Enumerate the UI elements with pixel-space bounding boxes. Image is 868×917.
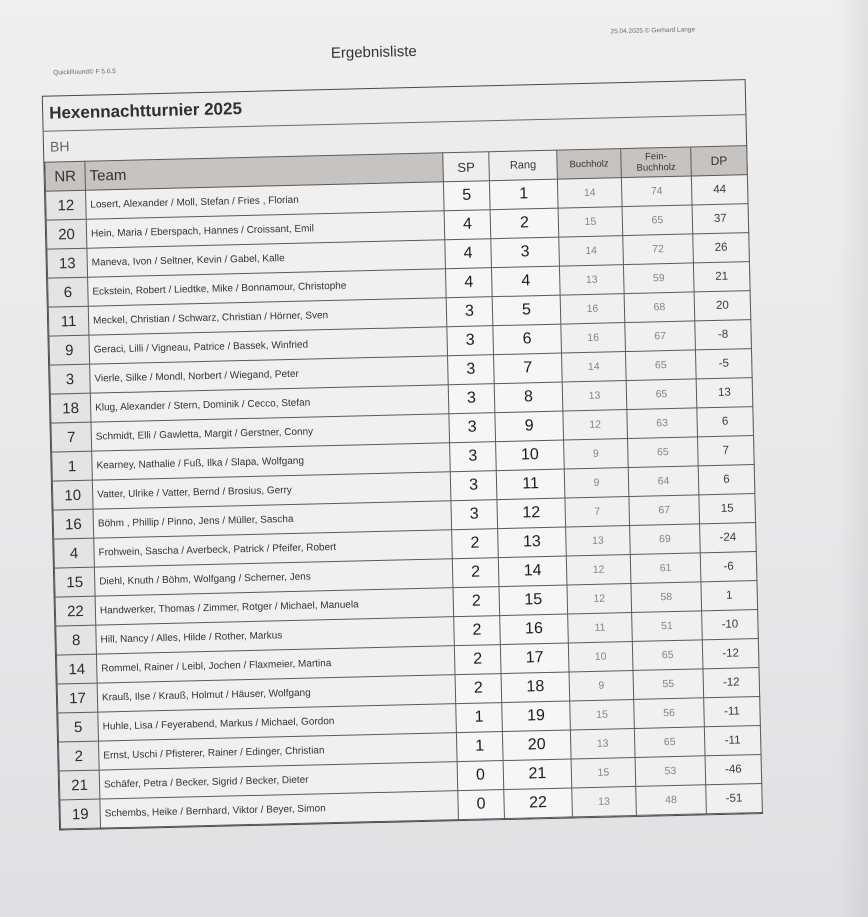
cell-buchholz: 13 [559, 265, 624, 295]
cell-buchholz: 15 [570, 699, 635, 729]
cell-buchholz: 7 [565, 497, 630, 527]
cell-rang: 5 [492, 295, 561, 326]
cell-dp: 7 [698, 436, 755, 466]
cell-nr: 10 [52, 480, 93, 510]
cell-dp: -12 [703, 668, 760, 698]
cell-dp: -11 [704, 725, 761, 755]
cell-team: Geraci, Lilli / Vigneau, Patrice / Bassek, Winfried [89, 327, 448, 364]
header-fein-buchholz [621, 147, 692, 178]
cell-team: Hill, Nancy / Alles, Hilde / Rother, Markus [96, 617, 455, 654]
cell-buchholz: 15 [571, 757, 636, 787]
cell-nr: 1 [52, 451, 93, 481]
software-version: QuickRound© F 5.6.5 [53, 67, 116, 77]
cell-sp: 3 [448, 355, 495, 385]
cell-buchholz: 9 [564, 468, 629, 498]
cell-buchholz: 15 [558, 207, 623, 237]
cell-team: Vatter, Ulrike / Vatter, Bernd / Brosius, Gerry [92, 472, 451, 509]
header-fein-line2: Buchholz [636, 161, 676, 174]
cell-dp: 1 [701, 581, 758, 611]
cell-dp: -51 [706, 783, 763, 813]
cell-fein-buchholz: 65 [622, 205, 693, 236]
cell-sp: 0 [458, 790, 505, 820]
cell-team: Meckel, Christian / Schwarz, Christian / Hörner, Sven [88, 298, 447, 335]
cell-team: Ernst, Uschi / Pfisterer, Rainer / Edinger, Christian [99, 733, 458, 770]
cell-buchholz: 9 [569, 670, 634, 700]
cell-rang: 2 [490, 208, 559, 239]
cell-dp: -5 [695, 349, 752, 379]
cell-buchholz: 16 [561, 323, 626, 353]
cell-sp: 3 [450, 471, 497, 501]
cell-rang: 15 [499, 585, 568, 616]
cell-dp: 6 [698, 465, 755, 495]
cell-nr: 12 [46, 190, 87, 220]
cell-buchholz: 11 [568, 612, 633, 642]
cell-sp: 0 [457, 761, 504, 791]
cell-fein-buchholz: 69 [630, 524, 701, 555]
cell-buchholz: 12 [566, 555, 631, 585]
cell-buchholz: 9 [564, 439, 629, 469]
cell-nr: 20 [46, 219, 87, 249]
cell-fein-buchholz: 56 [634, 698, 705, 729]
header-rang: Rang [489, 150, 558, 181]
cell-sp: 4 [445, 239, 492, 269]
cell-sp: 5 [443, 181, 490, 211]
cell-fein-buchholz: 48 [636, 785, 707, 816]
cell-rang: 12 [497, 498, 566, 529]
header-buchholz: Buchholz [557, 149, 622, 179]
cell-rang: 6 [493, 324, 562, 355]
paper-shadow [838, 0, 868, 917]
cell-sp: 3 [448, 384, 495, 414]
cell-rang: 16 [500, 614, 569, 645]
cell-rang: 13 [498, 527, 567, 558]
cell-fein-buchholz: 65 [625, 350, 696, 381]
results-sheet [30, 3, 750, 823]
cell-buchholz: 13 [572, 786, 637, 816]
cell-fein-buchholz: 65 [634, 727, 705, 758]
cell-dp: -8 [695, 320, 752, 350]
cell-rang: 10 [496, 440, 565, 471]
cell-team: Krauß, Ilse / Krauß, Holmut / Häuser, Wolfgang [97, 675, 456, 712]
cell-sp: 3 [451, 500, 498, 530]
cell-team: Rommel, Rainer / Leibl, Jochen / Flaxmeier, Martina [96, 646, 455, 683]
cell-dp: -12 [702, 639, 759, 669]
date-author: 25.04.2025 © Gerhard Lange [610, 26, 696, 36]
cell-nr: 9 [49, 335, 90, 365]
cell-rang: 19 [502, 701, 571, 732]
cell-rang: 7 [494, 353, 563, 384]
cell-fein-buchholz: 53 [635, 756, 706, 787]
cell-sp: 2 [455, 674, 502, 704]
cell-team: Eckstein, Robert / Liedtke, Mike / Bonnamour, Christophe [88, 269, 447, 306]
cell-fein-buchholz: 68 [624, 292, 695, 323]
cell-dp: -46 [705, 754, 762, 784]
cell-team: Huhle, Lisa / Feyerabend, Markus / Michael, Gordon [98, 704, 457, 741]
cell-rang: 20 [502, 730, 571, 761]
cell-fein-buchholz: 51 [632, 611, 703, 642]
header-fein-line1: Fein- [644, 151, 667, 163]
cell-nr: 21 [59, 770, 100, 800]
cell-fein-buchholz: 65 [632, 640, 703, 671]
cell-rang: 11 [496, 469, 565, 500]
cell-dp: -6 [700, 552, 757, 582]
cell-team: Vierle, Silke / Mondl, Norbert / Wiegand, Peter [90, 356, 449, 393]
cell-nr: 15 [54, 567, 95, 597]
cell-fein-buchholz: 67 [629, 495, 700, 526]
cell-sp: 2 [454, 616, 501, 646]
cell-sp: 1 [456, 732, 503, 762]
cell-dp: 26 [693, 233, 750, 263]
cell-buchholz: 13 [570, 728, 635, 758]
cell-rang: 21 [503, 759, 572, 790]
cell-team: Böhm , Phillip / Pinno, Jens / Müller, Sascha [93, 501, 452, 538]
cell-sp: 4 [445, 268, 492, 298]
cell-nr: 8 [56, 625, 97, 655]
cell-dp: 13 [696, 378, 753, 408]
cell-nr: 5 [58, 712, 99, 742]
cell-sp: 2 [452, 558, 499, 588]
cell-rang: 22 [504, 788, 573, 819]
cell-fein-buchholz: 55 [633, 669, 704, 700]
cell-dp: -24 [700, 523, 757, 553]
cell-fein-buchholz: 72 [623, 234, 694, 265]
cell-fein-buchholz: 65 [628, 437, 699, 468]
cell-nr: 14 [56, 654, 97, 684]
cell-dp: -11 [704, 696, 761, 726]
cell-nr: 3 [50, 364, 91, 394]
cell-rang: 18 [501, 672, 570, 703]
cell-sp: 3 [446, 297, 493, 327]
cell-team: Diehl, Knuth / Böhm, Wolfgang / Scherner, Jens [94, 559, 453, 596]
cell-rang: 9 [495, 411, 564, 442]
wertung-label: BH [49, 138, 70, 155]
cell-fein-buchholz: 74 [621, 176, 692, 207]
header-team: Team [85, 153, 444, 190]
cell-nr: 2 [59, 741, 100, 771]
cell-fein-buchholz: 65 [626, 379, 697, 410]
cell-nr: 11 [48, 306, 89, 336]
cell-fein-buchholz: 59 [623, 263, 694, 294]
cell-sp: 3 [449, 413, 496, 443]
cell-rang: 8 [494, 382, 563, 413]
cell-nr: 19 [60, 799, 101, 829]
cell-team: Handwerker, Thomas / Zimmer, Rotger / Michael, Manuela [95, 588, 454, 625]
cell-sp: 3 [450, 442, 497, 472]
cell-buchholz: 12 [567, 583, 632, 613]
header-nr: NR [45, 161, 86, 191]
cell-fein-buchholz: 63 [627, 408, 698, 439]
cell-team: Frohwein, Sascha / Averbeck, Patrick / Pfeifer, Robert [94, 530, 453, 567]
cell-team: Maneva, Ivon / Seltner, Kevin / Gabel, Kalle [87, 240, 446, 277]
cell-nr: 18 [50, 393, 91, 423]
cell-sp: 2 [452, 529, 499, 559]
cell-sp: 4 [444, 210, 491, 240]
cell-buchholz: 10 [568, 641, 633, 671]
cell-nr: 7 [51, 422, 92, 452]
results-frame [42, 79, 763, 830]
header-sp: SP [443, 152, 490, 182]
cell-dp: 6 [697, 407, 754, 437]
cell-sp: 2 [454, 645, 501, 675]
cell-dp: 44 [691, 175, 748, 205]
cell-team: Schmidt, Elli / Gawletta, Margit / Gerstner, Conny [91, 414, 450, 451]
cell-nr: 6 [48, 277, 89, 307]
cell-nr: 17 [57, 683, 98, 713]
cell-dp: -10 [702, 610, 759, 640]
cell-buchholz: 12 [563, 410, 628, 440]
cell-rang: 3 [491, 237, 560, 268]
tournament-title: Hexennachtturnier 2025 [43, 80, 746, 132]
cell-sp: 1 [456, 703, 503, 733]
cell-team: Schembs, Heike / Bernhard, Viktor / Beyer, Simon [100, 791, 459, 828]
cell-sp: 3 [447, 326, 494, 356]
document-title: Ergebnisliste [330, 42, 417, 62]
cell-buchholz: 14 [557, 178, 622, 208]
cell-dp: 37 [692, 204, 749, 234]
cell-rang: 1 [489, 179, 558, 210]
cell-rang: 14 [498, 556, 567, 587]
cell-dp: 15 [699, 494, 756, 524]
cell-team: Schäfer, Petra / Becker, Sigrid / Becker, Dieter [99, 762, 458, 799]
cell-nr: 13 [47, 248, 88, 278]
results-table [44, 145, 763, 829]
cell-dp: 21 [693, 262, 750, 292]
cell-fein-buchholz: 64 [628, 466, 699, 497]
cell-fein-buchholz: 58 [631, 582, 702, 613]
cell-buchholz: 16 [560, 294, 625, 324]
cell-buchholz: 13 [566, 526, 631, 556]
cell-nr: 16 [53, 509, 94, 539]
cell-sp: 2 [453, 587, 500, 617]
cell-buchholz: 14 [559, 236, 624, 266]
header-dp: DP [691, 146, 748, 176]
cell-buchholz: 14 [561, 352, 626, 382]
cell-fein-buchholz: 61 [630, 553, 701, 584]
cell-team: Klug, Alexander / Stern, Dominik / Cecco, Stefan [90, 385, 449, 422]
cell-rang: 17 [500, 643, 569, 674]
cell-team: Kearney, Nathalie / Fuß, Ilka / Slapa, Wolfgang [92, 443, 451, 480]
table-body [46, 175, 763, 829]
cell-team: Losert, Alexander / Moll, Stefan / Fries , Florian [86, 182, 445, 219]
cell-rang: 4 [491, 266, 560, 297]
cell-dp: 20 [694, 291, 751, 321]
cell-team: Hein, Maria / Eberspach, Hannes / Croissant, Emil [86, 211, 445, 248]
cell-fein-buchholz: 67 [625, 321, 696, 352]
cell-buchholz: 13 [562, 381, 627, 411]
cell-nr: 4 [54, 538, 95, 568]
cell-nr: 22 [55, 596, 96, 626]
